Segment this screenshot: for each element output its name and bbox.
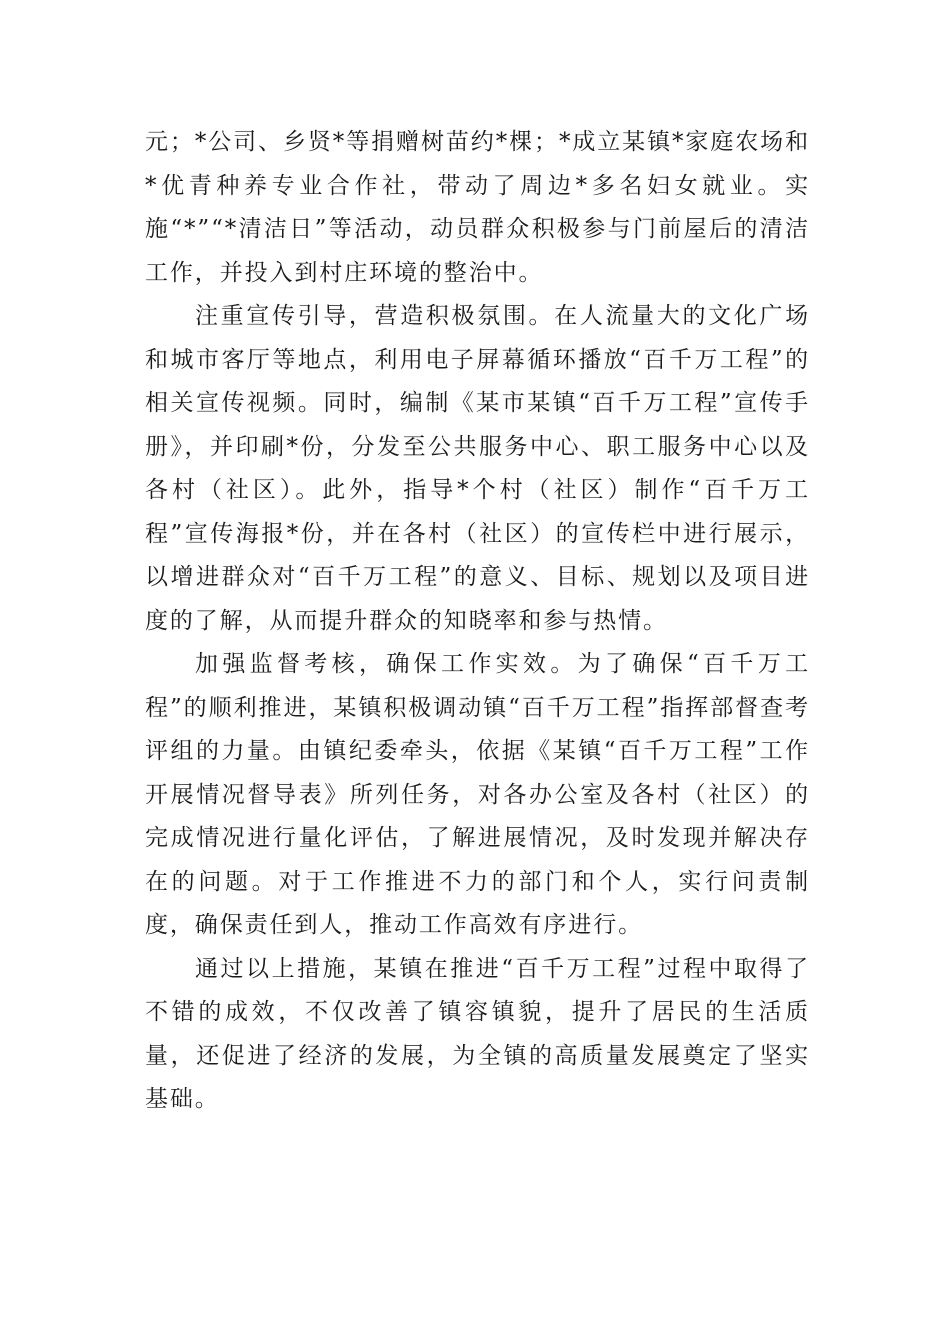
- paragraph-2: 注重宣传引导，营造积极氛围。在人流量大的文化广场和城市客厅等地点，利用电子屏幕循环播放“百千万工程”的相关宣传视频。同时，编制《某市某镇“百千万工程”宣传手册》，并印刷*份，分发至公共服务中心、职工服务中心以及各村（社区）。此外，指导*个村（社区）制作“百千万工程”宣传海报*份，并在各村（社区）的宣传栏中进行展示，以增进群众对“百千万工程”的意义、目标、规划以及项目进度的了解，从而提升群众的知晓率和参与热情。: [145, 303, 810, 634]
- paragraph-1: 元；*公司、乡贤*等捐赠树苗约*棵；*成立某镇*家庭农场和*优青种养专业合作社，带动了周边*多名妇女就业。实施“*”“*清洁日”等活动，动员群众积极参与门前屋后的清洁工作，并投入到村庄环境的整治中。: [145, 129, 810, 286]
- paragraph-4: 通过以上措施，某镇在推进“百千万工程”过程中取得了不错的成效，不仅改善了镇容镇貌，提升了居民的生活质量，还促进了经济的发展，为全镇的高质量发展奠定了坚实基础。: [145, 955, 810, 1112]
- paragraph-3: 加强监督考核，确保工作实效。为了确保“百千万工程”的顺利推进，某镇积极调动镇“百千万工程”指挥部督查考评组的力量。由镇纪委牵头，依据《某镇“百千万工程”工作开展情况督导表》所列任务，对各办公室及各村（社区）的完成情况进行量化评估，了解进展情况，及时发现并解决存在的问题。对于工作推进不力的部门和个人，实行问责制度，确保责任到人，推动工作高效有序进行。: [145, 651, 810, 938]
- document-body: [145, 121, 810, 1122]
